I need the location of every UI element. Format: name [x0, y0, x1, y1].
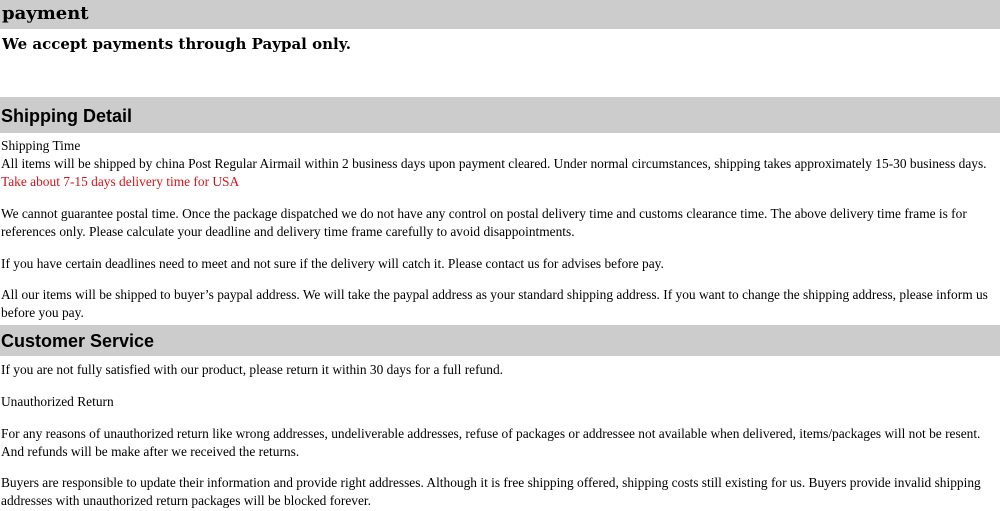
postal-guarantee-paragraph: We cannot guarantee postal time. Once the package dispatched we do not have any control on postal delivery time and customs clearance time. The above delivery time frame is for references only. Please calculate your deadline and delivery time frame carefully to avoid disappointments.: [1, 206, 967, 239]
refund-paragraph: If you are not fully satisfied with our product, please return it within 30 days for a full refund.: [1, 362, 504, 377]
shipping-time-paragraph: [1, 155, 998, 191]
payment-heading: payment: [2, 3, 89, 24]
customer-service-heading-bar: [0, 325, 1000, 356]
shipping-heading: Shipping Detail: [1, 106, 133, 126]
payment-heading-bar: [0, 0, 1000, 29]
shipping-time-text: All items will be shipped by china Post Regular Airmail within 2 business days upon payment cleared. Under normal circumstances, shipping takes approximately 15-30 business days.: [1, 156, 987, 171]
payment-statement: We accept payments through Paypal only.: [2, 35, 351, 53]
deadline-paragraph: If you have certain deadlines need to meet and not sure if the delivery will catch it. Please contact us for advises before pay.: [1, 256, 664, 271]
shipping-address-paragraph: All our items will be shipped to buyer’s paypal address. We will take the paypal address as your standard shipping address. If you want to change the shipping address, please inform us before you pay.: [1, 287, 988, 320]
unauthorized-return-paragraph: For any reasons of unauthorized return like wrong addresses, undeliverable addresses, refuse of packages or addressee not available when delivered, items/packages will not be resent. And refunds will be make after we received the returns.: [1, 426, 981, 459]
unauthorized-return-label: Unauthorized Return: [1, 394, 114, 409]
usa-delivery-note: Take about 7-15 days delivery time for USA: [1, 174, 240, 189]
shipping-heading-bar: [0, 97, 1000, 133]
buyer-responsibility-paragraph: Buyers are responsible to update their information and provide right addresses. Although it is free shipping offered, shipping costs still existing for us. Buyers provide invalid shipping addresses with unauthorized return packages will be blocked forever.: [1, 475, 981, 508]
shipping-time-label: Shipping Time: [1, 138, 81, 153]
customer-service-heading: Customer Service: [1, 331, 155, 351]
